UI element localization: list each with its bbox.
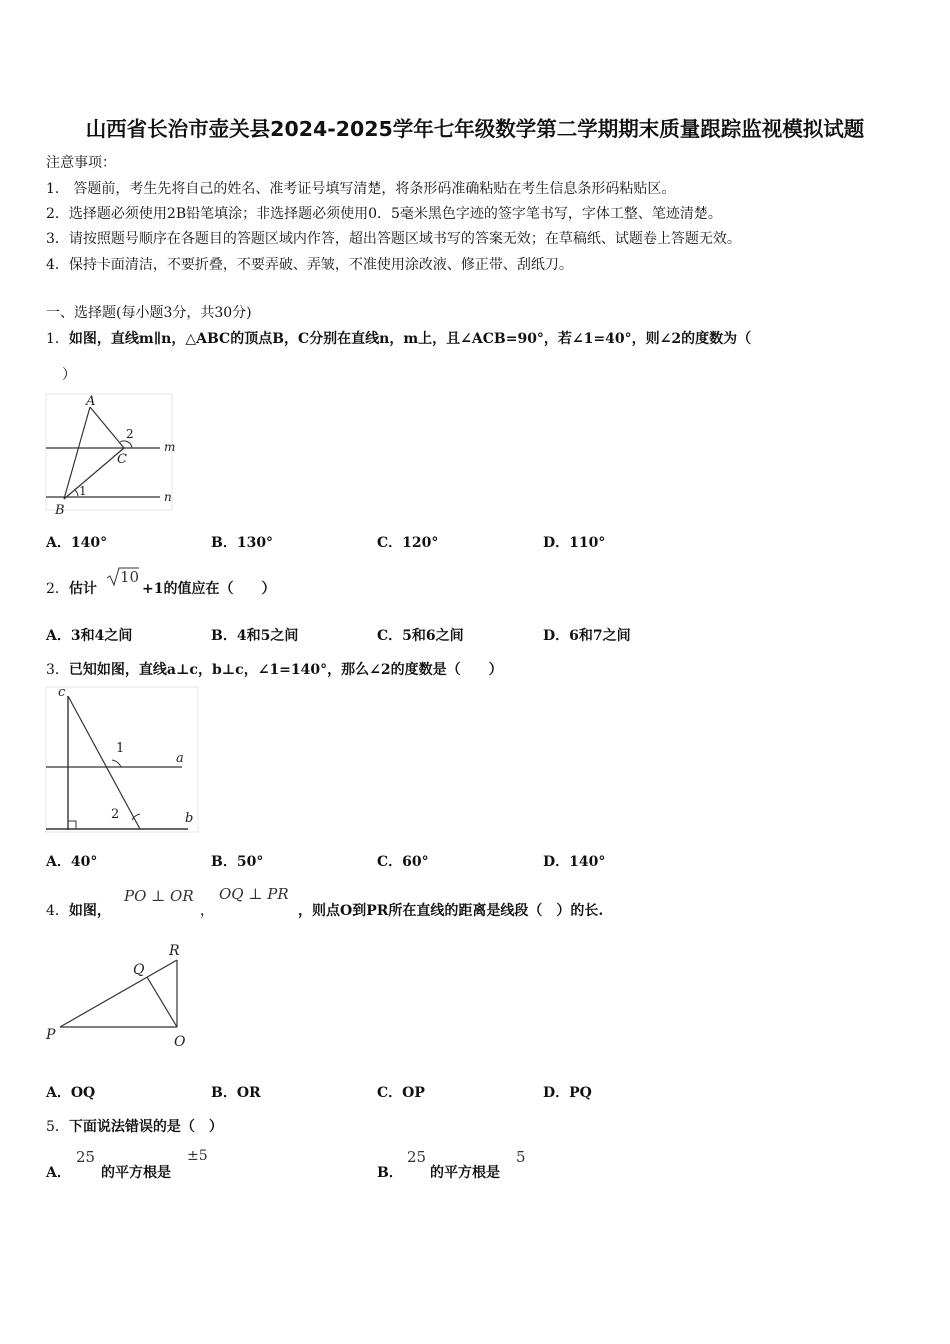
- figure-q4: [44, 938, 194, 1052]
- figure-q3: [44, 684, 204, 836]
- radicand: 10: [120, 568, 140, 586]
- question-number: 4．: [46, 903, 69, 919]
- math-expr: PO ⊥ OR: [124, 887, 194, 905]
- question-text: 估计: [68, 581, 97, 597]
- right-angle-mark: [68, 821, 76, 829]
- question-number: 5．: [46, 1119, 69, 1135]
- question-text: ，则点O到PR所在直线的距离是线段（ ）的长.: [298, 903, 604, 919]
- label-c: C: [117, 452, 127, 467]
- page-title: 山西省长治市壶关县2024-2025学年七年级数学第二学期期末质量跟踪监视模拟试题: [85, 117, 865, 141]
- figure-frame: [46, 394, 172, 510]
- option-a: A．140°: [46, 535, 108, 551]
- label-angle-2: 2: [111, 807, 120, 822]
- option-d: D．PQ: [543, 1085, 592, 1101]
- option-b-label: B．: [377, 1165, 403, 1181]
- option-b: B．OR: [211, 1085, 261, 1101]
- notice-heading: 注意事项：: [46, 155, 116, 171]
- label-angle-1: 1: [116, 741, 125, 756]
- transversal: [68, 696, 140, 829]
- question-4: [46, 900, 111, 920]
- question-3: [46, 659, 503, 679]
- figure-q1: [44, 392, 180, 518]
- math-number: 25: [76, 1148, 96, 1166]
- label-c: c: [58, 685, 66, 700]
- option-c: C．120°: [377, 535, 439, 551]
- math-answer: 5: [516, 1148, 526, 1166]
- option-d: D．110°: [543, 535, 606, 551]
- question-1: [46, 328, 751, 348]
- question-text: +1的值应在（ ）: [142, 581, 276, 597]
- question-number: 1．: [46, 331, 69, 347]
- option-c: C．OP: [377, 1085, 425, 1101]
- label-b: B: [55, 503, 65, 518]
- label-a: A: [86, 394, 96, 409]
- question-text-cont: ）: [62, 367, 76, 383]
- segment-ac: [90, 407, 124, 448]
- option-a-text: 的平方根是: [101, 1165, 171, 1181]
- label-q: Q: [133, 962, 145, 978]
- label-r: R: [169, 943, 180, 959]
- option-a-label: A．: [46, 1165, 71, 1181]
- segment-pr: [60, 960, 177, 1027]
- label-a: a: [176, 751, 184, 766]
- question-text: 如图，: [68, 903, 111, 919]
- label-angle-1: 1: [79, 484, 87, 498]
- question-text: 下面说法错误的是（ ）: [68, 1119, 223, 1135]
- question-text: 已知如图，直线a⊥c，b⊥c，∠1=140°，那么∠2的度数是（ ）: [68, 662, 503, 678]
- separator: ，: [200, 903, 214, 919]
- question-number: 3．: [46, 662, 69, 678]
- option-a: A．40°: [46, 854, 98, 870]
- notice-item: 4．保持卡面清洁，不要折叠，不要弄破、弄皱，不准使用涂改液、修正带、刮纸刀。: [46, 257, 573, 273]
- notice-item: 3．请按照题号顺序在各题目的答题区域内作答，超出答题区域书写的答案无效；在草稿纸、试题卷上答题无效。: [46, 231, 741, 247]
- question-2: [46, 578, 97, 598]
- question-number: 2．: [46, 581, 69, 597]
- option-b: B．4和5之间: [211, 628, 299, 644]
- option-c: C．5和6之间: [377, 628, 464, 644]
- option-b-text: 的平方根是: [430, 1165, 500, 1181]
- label-angle-2: 2: [126, 427, 134, 441]
- option-b: B．50°: [211, 854, 264, 870]
- option-b: B．130°: [211, 535, 274, 551]
- option-d: D．140°: [543, 854, 606, 870]
- option-d: D．6和7之间: [543, 628, 631, 644]
- segment-oq: [147, 977, 177, 1027]
- math-expr: OQ ⊥ PR: [219, 885, 289, 903]
- question-5: [46, 1116, 223, 1136]
- label-m: m: [164, 440, 176, 454]
- notice-item: 2．选择题必须使用2B铅笔填涂；非选择题必须使用0．5毫米黑色字迹的签字笔书写，字体工整、笔迹清楚。: [46, 206, 722, 222]
- option-a: A．3和4之间: [46, 628, 133, 644]
- notice-item: 1. 答题前，考生先将自己的姓名、准考证号填写清楚，将条形码准确粘贴在考生信息条形码粘贴区。: [46, 181, 676, 197]
- section-heading: 一、选择题(每小题3分，共30分): [46, 305, 252, 321]
- label-n: n: [164, 490, 172, 504]
- label-p: P: [46, 1027, 56, 1043]
- segment-bc: [64, 448, 124, 499]
- math-number: 25: [407, 1148, 427, 1166]
- option-a: A．OQ: [46, 1085, 96, 1101]
- angle-arc-1: [112, 760, 121, 767]
- angle-arc-1: [75, 490, 78, 496]
- question-text: 如图，直线m∥n，△ABC的顶点B，C分别在直线n，m上，且∠ACB=90°，若∠1=40°，则∠2的度数为（: [68, 331, 752, 347]
- math-answer: ±5: [187, 1148, 208, 1164]
- option-c: C．60°: [377, 854, 429, 870]
- label-b: b: [185, 811, 194, 826]
- label-o: O: [174, 1034, 186, 1050]
